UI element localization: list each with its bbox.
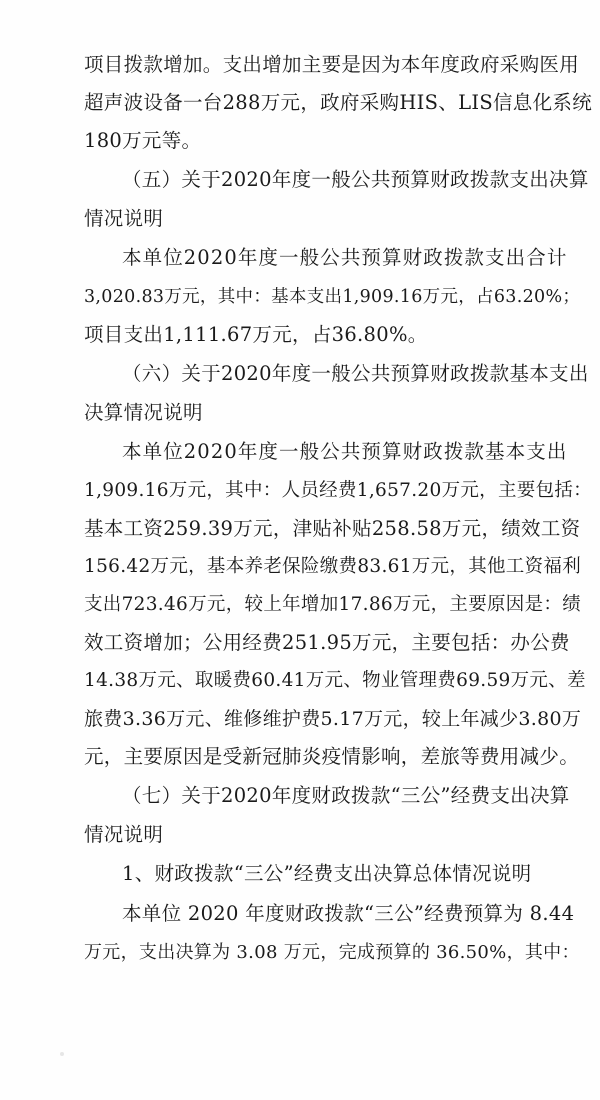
- paragraph-line: 180万元等。: [84, 129, 202, 152]
- section-heading-6: （六）关于2020年度一般公共预算财政拨款基本支出: [122, 362, 589, 385]
- paragraph-line: 本单位 2020 年度财政拨款“三公”经费预算为 8.44: [122, 902, 575, 925]
- paragraph-line: 旅费3.36万元、维修维护费5.17万元，较上年减少3.80万: [84, 708, 582, 730]
- paragraph-line: 万元，支出决算为 3.08 万元，完成预算的 36.50%，其中：: [84, 942, 580, 963]
- paragraph-line: 项目支出1,111.67万元，占36.80%。: [84, 323, 428, 346]
- document-body: [84, 46, 592, 972]
- paragraph-line: 3,020.83万元，其中：基本支出1,909.16万元，占63.20%；: [84, 287, 581, 307]
- paragraph-line: 项目拨款增加。支出增加主要是因为本年度政府采购医用: [84, 53, 580, 76]
- subsection-heading-1: 1、财政拨款“三公”经费支出决算总体情况说明: [122, 862, 532, 885]
- paragraph-line: 156.42万元，基本养老保险缴费83.61万元，其他工资福利: [84, 556, 581, 577]
- section-heading-7: （七）关于2020年度财政拨款“三公”经费支出决算: [122, 784, 570, 807]
- paragraph-line: 支出723.46万元，较上年增加17.86万元，主要原因是：绩: [84, 594, 581, 615]
- paragraph-line: 本单位2020年度一般公共预算财政拨款基本支出: [122, 440, 568, 463]
- paragraph-line: 超声波设备一台288万元，政府采购HIS、LIS信息化系统: [84, 91, 592, 114]
- section-heading-7-cont: 情况说明: [84, 823, 164, 846]
- scan-speck: [60, 1052, 64, 1056]
- paragraph-line: 本单位2020年度一般公共预算财政拨款支出合计: [122, 246, 568, 269]
- paragraph-line: 元，主要原因是受新冠肺炎疫情影响，差旅等费用减少。: [84, 745, 580, 768]
- paragraph-line: 1,909.16万元，其中：人员经费1,657.20万元，主要包括：: [84, 480, 592, 501]
- paragraph-line: 基本工资259.39万元，津贴补贴258.58万元，绩效工资: [84, 517, 581, 540]
- section-heading-6-cont: 决算情况说明: [84, 401, 203, 424]
- section-heading-5-cont: 情况说明: [84, 207, 164, 230]
- section-heading-5: （五）关于2020年度一般公共预算财政拨款支出决算: [122, 168, 589, 191]
- paragraph-line: 14.38万元、取暖费60.41万元、物业管理费69.59万元、差: [84, 670, 586, 691]
- paragraph-line: 效工资增加；公用经费251.95万元，主要包括：办公费: [84, 631, 570, 654]
